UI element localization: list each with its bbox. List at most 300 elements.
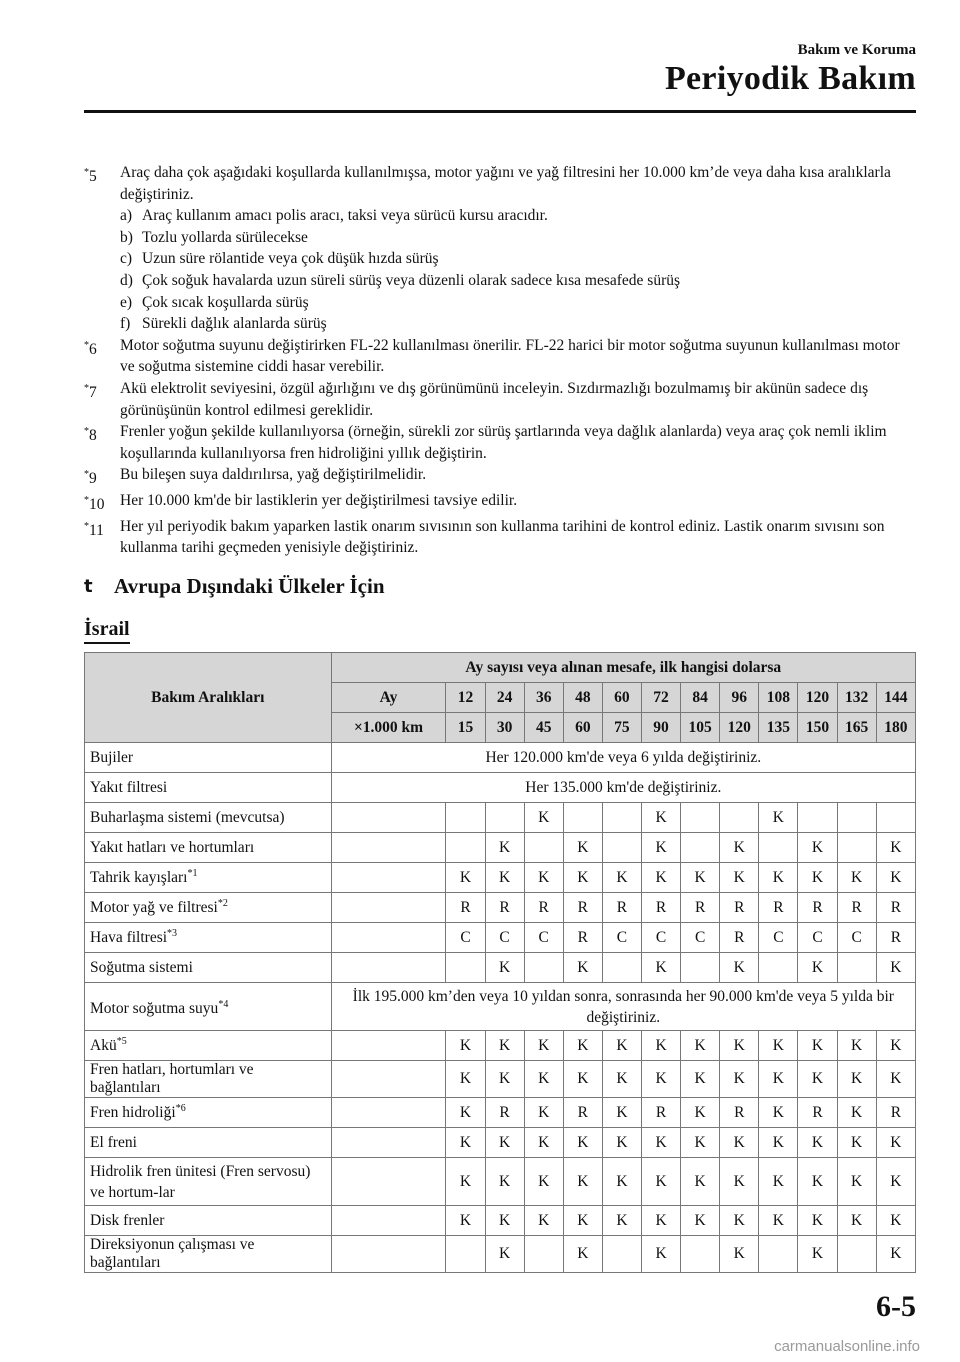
item-name — [85, 1206, 332, 1236]
schedule-cell — [681, 1236, 720, 1273]
schedule-cell: K — [798, 1128, 837, 1158]
footnote-subitem — [120, 313, 914, 335]
schedule-cell: K — [524, 1206, 563, 1236]
schedule-cell — [602, 803, 641, 833]
schedule-cell: K — [524, 803, 563, 833]
schedule-cell: K — [798, 1236, 837, 1273]
spacer-cell — [331, 1098, 446, 1128]
schedule-cell: K — [837, 1128, 876, 1158]
schedule-cell: K — [681, 863, 720, 893]
schedule-cell — [681, 953, 720, 983]
month-header: 144 — [876, 683, 915, 713]
item-footnote-ref: *2 — [217, 897, 228, 909]
schedule-cell: K — [837, 863, 876, 893]
footnote — [84, 335, 914, 378]
schedule-cell — [446, 833, 485, 863]
schedule-cell: K — [563, 1206, 602, 1236]
schedule-cell: K — [876, 863, 915, 893]
schedule-cell: K — [563, 863, 602, 893]
merged-instruction: Her 120.000 km'de veya 6 yılda değiştiriniz. — [331, 743, 915, 773]
schedule-cell: R — [602, 893, 641, 923]
footnote-subitem — [120, 205, 914, 227]
footnote-number — [84, 490, 120, 516]
schedule-cell: K — [446, 1098, 485, 1128]
item-name — [85, 1061, 332, 1098]
schedule-cell: C — [837, 923, 876, 953]
schedule-cell: K — [720, 1128, 759, 1158]
subitem-letter: a) — [120, 207, 133, 225]
schedule-cell: K — [720, 1206, 759, 1236]
schedule-cell — [446, 953, 485, 983]
schedule-cell: K — [485, 1206, 524, 1236]
schedule-cell: R — [798, 1098, 837, 1128]
subitem-letter: e) — [120, 293, 133, 311]
footnote-number — [84, 516, 120, 559]
footnote-number-text: 5 — [89, 168, 97, 186]
item-name — [85, 833, 332, 863]
footnote-subitem — [120, 270, 914, 292]
schedule-cell: R — [485, 1098, 524, 1128]
item-name — [85, 863, 332, 893]
schedule-cell: K — [446, 1128, 485, 1158]
footnote-body — [120, 464, 914, 490]
subitem-letter: c) — [120, 250, 133, 268]
table-row — [85, 1128, 916, 1158]
km-header: 180 — [876, 713, 915, 743]
schedule-cell — [720, 803, 759, 833]
schedule-cell — [759, 1236, 798, 1273]
schedule-cell — [798, 803, 837, 833]
spacer-cell — [331, 953, 446, 983]
footnote-subitem — [120, 227, 914, 249]
schedule-cell: K — [798, 833, 837, 863]
footnote-star: * — [84, 495, 89, 507]
schedule-cell: K — [720, 833, 759, 863]
schedule-cell: K — [563, 1158, 602, 1206]
footnote-text: Her yıl periyodik bakım yaparken lastik onarım sıvısının son kullanma tarihini de kontrol ediniz. Lastik onarım sıvısını son kullanma tarihi geçmeden yenisiyle değiştiriniz. — [120, 517, 885, 557]
table-group-header: Ay sayısı veya alınan mesafe, ilk hangisi dolarsa — [331, 653, 915, 683]
item-name — [85, 1098, 332, 1128]
schedule-cell — [759, 833, 798, 863]
subitem-text: Tozlu yollarda sürülecekse — [142, 228, 308, 246]
spacer-cell — [331, 833, 446, 863]
schedule-cell: K — [485, 1061, 524, 1098]
schedule-cell: K — [720, 1236, 759, 1273]
item-footnote-ref: *6 — [175, 1102, 186, 1114]
schedule-cell: R — [720, 893, 759, 923]
subitem-letter: b) — [120, 228, 133, 246]
month-header: 96 — [720, 683, 759, 713]
item-name — [85, 1031, 332, 1061]
footnote — [84, 421, 914, 464]
table-row — [85, 1236, 916, 1273]
footnote-subitem — [120, 248, 914, 270]
footnote-number — [84, 335, 120, 378]
schedule-cell: K — [485, 953, 524, 983]
item-footnote-ref: *4 — [218, 998, 229, 1010]
month-header: 48 — [563, 683, 602, 713]
month-header: 24 — [485, 683, 524, 713]
footnote-number-text: 8 — [89, 427, 97, 445]
schedule-cell: K — [720, 1061, 759, 1098]
footnote-star: * — [84, 469, 89, 481]
schedule-cell: K — [720, 953, 759, 983]
table-row — [85, 1098, 916, 1128]
footnote — [84, 516, 914, 559]
schedule-cell: K — [720, 863, 759, 893]
schedule-cell: K — [681, 1158, 720, 1206]
schedule-cell — [446, 1236, 485, 1273]
item-footnote-ref: *5 — [116, 1035, 127, 1047]
footnote-body — [120, 378, 914, 421]
table-row — [85, 773, 916, 803]
item-name — [85, 983, 332, 1031]
subitem-text: Çok sıcak koşullarda sürüş — [142, 293, 309, 311]
table-row — [85, 1031, 916, 1061]
schedule-cell: K — [485, 1031, 524, 1061]
table-row — [85, 923, 916, 953]
schedule-cell — [485, 803, 524, 833]
footnote-text: Akü elektrolit seviyesini, özgül ağırlığını ve dış görünümünü inceleyin. Sızdırmazlığı bozulmamış bir akünün sadece dış görünüşünün kontrol edilmesi gereklidir. — [120, 379, 869, 419]
footnote-star: * — [84, 426, 89, 438]
schedule-cell: K — [837, 1206, 876, 1236]
item-footnote-ref: *1 — [187, 867, 198, 879]
subitem-text: Araç kullanım amacı polis aracı, taksi veya sürücü kursu aracıdır. — [142, 207, 548, 225]
spacer-cell — [331, 1236, 446, 1273]
month-header: 120 — [798, 683, 837, 713]
schedule-cell: K — [759, 1098, 798, 1128]
schedule-cell: K — [720, 1031, 759, 1061]
schedule-cell: K — [759, 1061, 798, 1098]
schedule-cell: R — [720, 1098, 759, 1128]
schedule-cell: K — [602, 1128, 641, 1158]
schedule-cell: K — [681, 1098, 720, 1128]
subitem-letter: f) — [120, 315, 131, 333]
schedule-cell: K — [485, 833, 524, 863]
schedule-cell: K — [602, 863, 641, 893]
schedule-cell — [837, 833, 876, 863]
table-row — [85, 953, 916, 983]
schedule-cell: K — [446, 1031, 485, 1061]
schedule-cell: K — [524, 1061, 563, 1098]
footnotes — [84, 162, 914, 559]
footnote-number-text: 11 — [89, 521, 104, 539]
table-corner-header: Bakım Aralıkları — [85, 653, 332, 743]
table-row — [85, 1206, 916, 1236]
footnote-star: * — [84, 167, 89, 178]
km-header: 30 — [485, 713, 524, 743]
item-name-text: Hidrolik fren ünitesi (Fren servosu) ve hortum-lar — [90, 1162, 311, 1201]
schedule-cell: C — [759, 923, 798, 953]
item-name — [85, 803, 332, 833]
km-header: 45 — [524, 713, 563, 743]
item-name-text: Motor yağ ve filtresi — [90, 899, 218, 917]
schedule-cell: K — [798, 863, 837, 893]
footnote-number-text: 7 — [89, 384, 97, 402]
schedule-cell: K — [563, 1061, 602, 1098]
schedule-cell: R — [837, 893, 876, 923]
months-label: Ay — [331, 683, 446, 713]
schedule-cell: K — [524, 1128, 563, 1158]
schedule-cell: K — [681, 1206, 720, 1236]
footnote-body — [120, 421, 914, 464]
schedule-cell: K — [524, 863, 563, 893]
footnote-text: Motor soğutma suyunu değiştirirken FL-22 kullanılması önerilir. FL-22 harici bir motor soğutma suyunun kullanılması motor ve soğutma sistemine ciddi hasar verebilir. — [120, 336, 900, 376]
schedule-cell — [837, 953, 876, 983]
footnote-star: * — [84, 382, 89, 394]
schedule-cell: K — [759, 863, 798, 893]
table-row — [85, 983, 916, 1031]
item-name — [85, 1128, 332, 1158]
section-heading-text: Avrupa Dışındaki Ülkeler İçin — [114, 574, 385, 598]
table-row — [85, 863, 916, 893]
footnote-subitem — [120, 292, 914, 314]
schedule-cell: K — [446, 1158, 485, 1206]
schedule-cell: K — [876, 1236, 915, 1273]
item-name-text: Akü — [90, 1037, 117, 1055]
schedule-cell: R — [759, 893, 798, 923]
table-row — [85, 833, 916, 863]
footnote-text: Araç daha çok aşağıdaki koşullarda kullanılmışsa, motor yağını ve yağ filtresini her 10.000 km’de veya daha kısa aralıklarla değiştiriniz. — [120, 164, 891, 203]
km-header: 75 — [602, 713, 641, 743]
item-name — [85, 923, 332, 953]
item-name-text: Tahrik kayışları — [90, 869, 188, 887]
km-header: 150 — [798, 713, 837, 743]
item-name-text: Motor soğutma suyu — [90, 1000, 219, 1018]
schedule-cell: K — [602, 1158, 641, 1206]
schedule-cell: K — [876, 1031, 915, 1061]
schedule-cell: C — [485, 923, 524, 953]
schedule-cell: K — [837, 1158, 876, 1206]
table-row — [85, 1061, 916, 1098]
month-header: 60 — [602, 683, 641, 713]
table-row — [85, 803, 916, 833]
month-header: 72 — [641, 683, 680, 713]
spacer-cell — [331, 863, 446, 893]
schedule-cell: R — [876, 923, 915, 953]
month-header: 12 — [446, 683, 485, 713]
watermark: carmanualsonline.info — [774, 1338, 920, 1355]
item-name-text: Disk frenler — [90, 1211, 165, 1229]
footnote-text: Her 10.000 km'de bir lastiklerin yer değiştirilmesi tavsiye edilir. — [120, 492, 518, 510]
schedule-cell — [837, 1236, 876, 1273]
schedule-cell: K — [876, 1128, 915, 1158]
page-title: Periyodik Bakım — [664, 60, 916, 97]
schedule-cell — [524, 1236, 563, 1273]
schedule-cell: R — [641, 1098, 680, 1128]
schedule-cell: K — [641, 1236, 680, 1273]
schedule-cell — [602, 953, 641, 983]
schedule-cell: K — [563, 953, 602, 983]
item-name — [85, 953, 332, 983]
schedule-cell: K — [602, 1031, 641, 1061]
schedule-cell: K — [798, 1158, 837, 1206]
footnote-number-text: 6 — [89, 340, 97, 358]
item-name-text: Yakıt hatları ve hortumları — [90, 838, 255, 856]
schedule-cell — [563, 803, 602, 833]
schedule-cell: K — [759, 1128, 798, 1158]
schedule-cell: C — [798, 923, 837, 953]
schedule-cell: K — [798, 1206, 837, 1236]
schedule-cell — [681, 803, 720, 833]
month-header: 108 — [759, 683, 798, 713]
subitem-letter: d) — [120, 271, 133, 289]
schedule-cell: K — [563, 833, 602, 863]
item-name — [85, 1236, 332, 1273]
month-header: 36 — [524, 683, 563, 713]
item-name-text: Soğutma sistemi — [90, 958, 193, 976]
item-name-text: Hava filtresi — [90, 929, 168, 947]
spacer-cell — [331, 803, 446, 833]
schedule-cell: K — [720, 1158, 759, 1206]
schedule-cell: K — [837, 1098, 876, 1128]
item-name-text: Fren hidroliği — [90, 1104, 176, 1122]
footnote-body — [120, 490, 914, 516]
km-header: 105 — [681, 713, 720, 743]
spacer-cell — [331, 1158, 446, 1206]
schedule-cell: K — [641, 1206, 680, 1236]
schedule-cell: K — [681, 1031, 720, 1061]
schedule-cell — [876, 803, 915, 833]
schedule-cell: K — [485, 1128, 524, 1158]
maintenance-table — [84, 652, 916, 1273]
footnote-number-text: 9 — [89, 470, 97, 488]
schedule-cell: R — [563, 893, 602, 923]
schedule-cell: K — [759, 1158, 798, 1206]
footnote-number — [84, 378, 120, 421]
schedule-cell: R — [563, 923, 602, 953]
table-row — [85, 893, 916, 923]
schedule-cell: K — [446, 1061, 485, 1098]
item-name — [85, 773, 332, 803]
km-header: 60 — [563, 713, 602, 743]
km-header: 15 — [446, 713, 485, 743]
month-header: 84 — [681, 683, 720, 713]
schedule-cell: K — [446, 1206, 485, 1236]
spacer-cell — [331, 1128, 446, 1158]
spacer-cell — [331, 893, 446, 923]
footnote-star: * — [84, 339, 89, 351]
footnote-number — [84, 162, 120, 335]
schedule-cell: K — [759, 1031, 798, 1061]
footnote-number — [84, 464, 120, 490]
schedule-cell: R — [563, 1098, 602, 1128]
subitem-text: Sürekli dağlık alanlarda sürüş — [142, 315, 327, 333]
section-bullet-icon: t — [84, 576, 93, 597]
schedule-cell: K — [563, 1236, 602, 1273]
km-header: 120 — [720, 713, 759, 743]
schedule-cell: K — [876, 953, 915, 983]
schedule-cell: K — [837, 1061, 876, 1098]
schedule-cell: K — [602, 1206, 641, 1236]
schedule-cell: K — [446, 863, 485, 893]
schedule-cell: K — [485, 863, 524, 893]
footnote-body — [120, 516, 914, 559]
table-row — [85, 743, 916, 773]
schedule-cell: K — [641, 953, 680, 983]
footnote-number — [84, 421, 120, 464]
schedule-cell: K — [641, 863, 680, 893]
footnote — [84, 464, 914, 490]
schedule-cell — [759, 953, 798, 983]
item-name-text: Fren hatları, hortumları ve bağlantıları — [90, 1061, 254, 1096]
schedule-cell — [837, 803, 876, 833]
schedule-cell — [602, 1236, 641, 1273]
schedule-cell: K — [485, 1158, 524, 1206]
schedule-cell: R — [876, 1098, 915, 1128]
subitem-text: Uzun süre rölantide veya çok düşük hızda sürüş — [142, 250, 439, 268]
schedule-cell: K — [524, 1098, 563, 1128]
schedule-cell — [524, 833, 563, 863]
item-name-text: Direksiyonun çalışması ve bağlantıları — [90, 1236, 255, 1271]
schedule-cell: K — [524, 1158, 563, 1206]
item-name-text: El freni — [90, 1133, 137, 1151]
table-row — [85, 1158, 916, 1206]
footnote-body — [120, 162, 914, 335]
footnote-number-text: 10 — [89, 496, 105, 514]
header-divider — [84, 110, 916, 113]
schedule-cell: R — [485, 893, 524, 923]
schedule-cell: K — [641, 833, 680, 863]
spacer-cell — [331, 1031, 446, 1061]
item-name-text: Yakıt filtresi — [90, 778, 168, 796]
footnote-text: Bu bileşen suya daldırılırsa, yağ değiştirilmelidir. — [120, 466, 427, 484]
country-heading: İsrail — [84, 618, 130, 644]
schedule-cell: R — [446, 893, 485, 923]
section-header: Bakım ve Koruma — [797, 42, 916, 58]
schedule-cell: K — [602, 1098, 641, 1128]
page-number: 6-5 — [876, 1290, 916, 1323]
footnote-star: * — [84, 520, 89, 532]
schedule-cell: R — [720, 923, 759, 953]
schedule-cell: K — [485, 1236, 524, 1273]
km-label: ×1.000 km — [331, 713, 446, 743]
footnote-text: Frenler yoğun şekilde kullanılıyorsa (örneğin, sürekli zor sürüş şartlarında veya dağlık alanlarda) veya araç çok nemli iklim koşullarında kullanılıyorsa fren hidroliğini yıllık değiştirin. — [120, 423, 887, 462]
schedule-cell: R — [798, 893, 837, 923]
schedule-cell: C — [602, 923, 641, 953]
schedule-cell: K — [641, 1031, 680, 1061]
footnote — [84, 378, 914, 421]
spacer-cell — [331, 1061, 446, 1098]
schedule-cell: K — [876, 1206, 915, 1236]
schedule-cell: K — [641, 803, 680, 833]
schedule-cell: K — [876, 833, 915, 863]
schedule-cell — [446, 803, 485, 833]
item-name — [85, 1158, 332, 1206]
schedule-cell: K — [563, 1128, 602, 1158]
schedule-cell: R — [681, 893, 720, 923]
schedule-cell: K — [641, 1061, 680, 1098]
schedule-cell: K — [837, 1031, 876, 1061]
schedule-cell: K — [876, 1158, 915, 1206]
schedule-cell: K — [759, 1206, 798, 1236]
schedule-cell: C — [524, 923, 563, 953]
schedule-cell: K — [641, 1128, 680, 1158]
schedule-cell: K — [798, 1061, 837, 1098]
spacer-cell — [331, 923, 446, 953]
item-name — [85, 743, 332, 773]
schedule-cell: R — [641, 893, 680, 923]
schedule-cell — [602, 833, 641, 863]
item-name-text: Bujiler — [90, 748, 134, 766]
km-header: 165 — [837, 713, 876, 743]
schedule-cell — [524, 953, 563, 983]
schedule-cell: K — [524, 1031, 563, 1061]
schedule-cell: K — [563, 1031, 602, 1061]
schedule-cell: C — [641, 923, 680, 953]
month-header: 132 — [837, 683, 876, 713]
schedule-cell — [681, 833, 720, 863]
